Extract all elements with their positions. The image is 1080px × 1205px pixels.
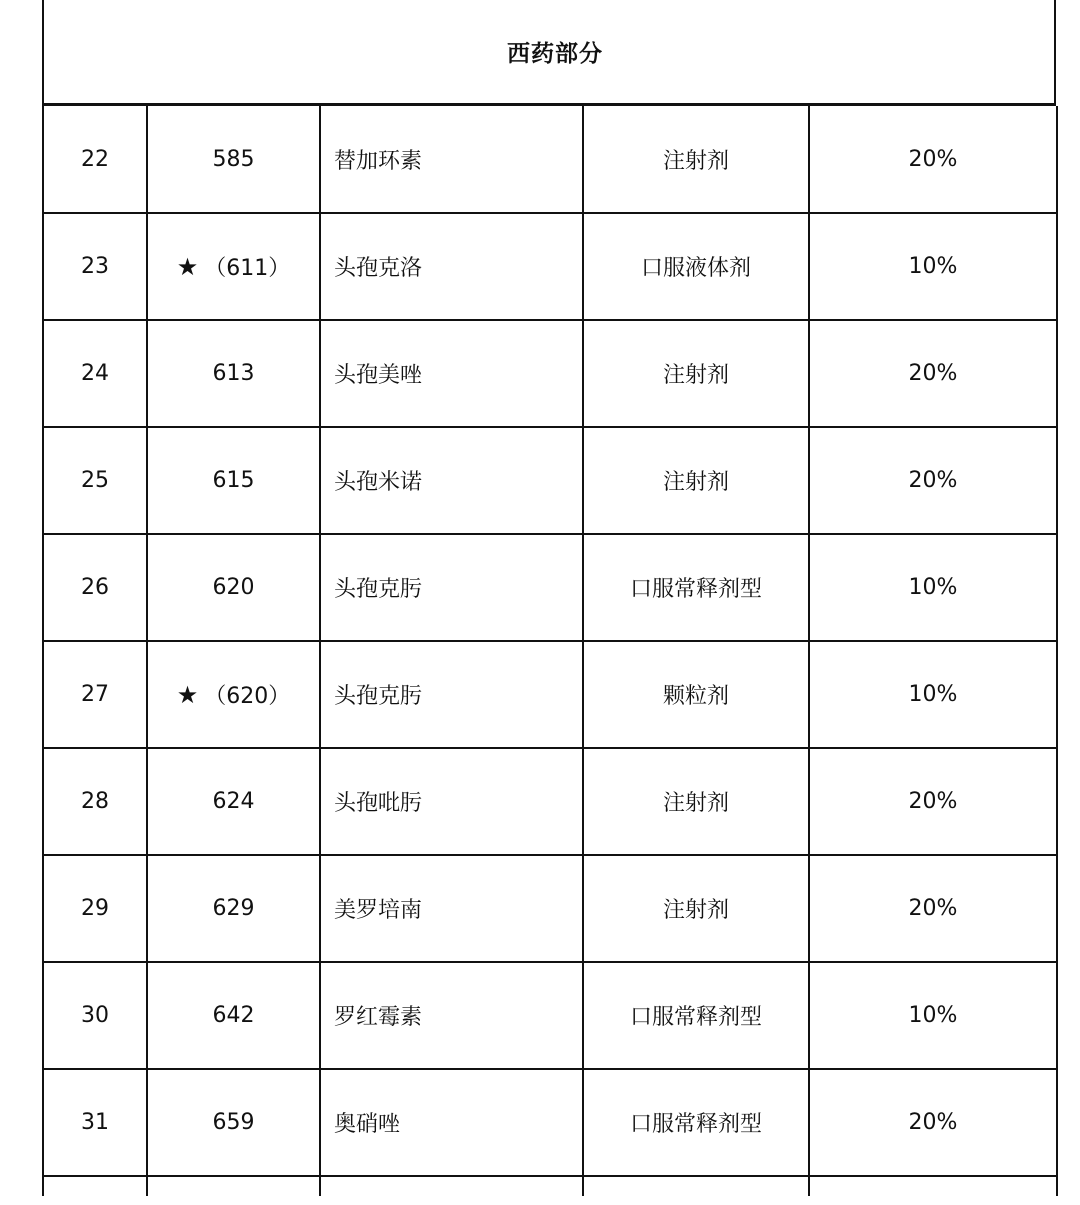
star-icon: ★ — [176, 681, 199, 709]
drug-name-cell — [320, 106, 583, 213]
catalog-code-cell — [147, 427, 320, 534]
catalog-code: 624 — [212, 789, 255, 814]
ratio-value: 20% — [908, 146, 958, 172]
dosage-form-cell — [583, 427, 809, 534]
sequence-number: 23 — [81, 254, 109, 279]
section-title: 西药部分 — [507, 41, 603, 67]
table-row — [43, 962, 1057, 1069]
sequence-cell — [43, 962, 147, 1069]
sequence-number: 24 — [81, 361, 109, 386]
dosage-form-cell — [583, 106, 809, 213]
ratio-value: 20% — [908, 468, 958, 493]
ratio-cell — [809, 748, 1057, 855]
empty-cell — [583, 1176, 809, 1196]
drug-name: 头孢克肟 — [334, 577, 423, 602]
drug-name-cell — [320, 962, 583, 1069]
star-icon: ★ — [176, 253, 199, 281]
catalog-code: （620） — [204, 684, 291, 709]
drug-name-cell — [320, 427, 583, 534]
table-row — [43, 427, 1057, 534]
dosage-form: 口服常释剂型 — [629, 1112, 762, 1137]
dosage-form: 注射剂 — [662, 470, 729, 495]
ratio-cell — [809, 106, 1057, 213]
catalog-code: 615 — [212, 468, 255, 493]
drug-name-cell — [320, 641, 583, 748]
empty-cell — [43, 1176, 147, 1196]
dosage-form: 颗粒剂 — [662, 684, 729, 709]
catalog-code: 659 — [212, 1110, 255, 1135]
sequence-cell — [43, 320, 147, 427]
dosage-form: 注射剂 — [662, 148, 729, 174]
ratio-cell — [809, 962, 1057, 1069]
ratio-cell — [809, 213, 1057, 320]
ratio-value: 20% — [908, 361, 958, 386]
drug-name-cell — [320, 213, 583, 320]
dosage-form: 注射剂 — [662, 898, 729, 923]
table-row-partial — [43, 1176, 1057, 1196]
drug-name-cell — [320, 748, 583, 855]
dosage-form-cell — [583, 855, 809, 962]
section-header — [42, 0, 1056, 106]
sequence-number: 27 — [81, 682, 109, 707]
dosage-form: 口服常释剂型 — [629, 577, 762, 602]
dosage-form: 注射剂 — [662, 363, 729, 388]
catalog-code: 613 — [212, 361, 255, 386]
sequence-number: 30 — [81, 1003, 109, 1028]
ratio-cell — [809, 427, 1057, 534]
ratio-cell — [809, 855, 1057, 962]
sequence-number: 28 — [81, 789, 109, 814]
sequence-cell — [43, 1069, 147, 1176]
dosage-form-cell — [583, 213, 809, 320]
catalog-code-cell — [147, 962, 320, 1069]
sequence-number: 26 — [81, 575, 109, 600]
drug-name: 头孢吡肟 — [334, 791, 423, 816]
table-row — [43, 106, 1057, 213]
sequence-number: 31 — [81, 1110, 109, 1135]
catalog-code-cell — [147, 534, 320, 641]
sequence-number: 29 — [81, 896, 109, 921]
ratio-cell — [809, 534, 1057, 641]
sequence-cell — [43, 748, 147, 855]
ratio-value: 20% — [908, 896, 958, 921]
dosage-form: 注射剂 — [662, 791, 729, 816]
sequence-cell — [43, 534, 147, 641]
drug-name: 头孢美唑 — [334, 363, 423, 388]
ratio-value: 20% — [908, 789, 958, 814]
empty-cell — [809, 1176, 1057, 1196]
drug-name: 美罗培南 — [334, 898, 423, 923]
ratio-value: 20% — [908, 1110, 958, 1135]
drug-name: 头孢克洛 — [334, 256, 423, 281]
table-row — [43, 534, 1057, 641]
catalog-code: 629 — [212, 896, 255, 921]
drug-name-cell — [320, 1069, 583, 1176]
catalog-code: 620 — [212, 575, 255, 600]
empty-cell — [147, 1176, 320, 1196]
sequence-number: 22 — [81, 146, 109, 172]
catalog-code: 642 — [212, 1003, 255, 1028]
ratio-value: 10% — [908, 682, 958, 707]
table-row — [43, 855, 1057, 962]
sequence-cell — [43, 855, 147, 962]
catalog-code-cell — [147, 213, 320, 320]
catalog-code-cell — [147, 320, 320, 427]
catalog-code-cell — [147, 1069, 320, 1176]
catalog-code: （611） — [204, 256, 291, 281]
catalog-code-cell — [147, 641, 320, 748]
drug-name-cell — [320, 855, 583, 962]
dosage-form-cell — [583, 641, 809, 748]
ratio-value: 10% — [908, 575, 958, 600]
dosage-form: 口服液体剂 — [640, 256, 751, 281]
empty-cell — [320, 1176, 583, 1196]
table-row — [43, 213, 1057, 320]
ratio-cell — [809, 320, 1057, 427]
sequence-cell — [43, 106, 147, 213]
drug-name: 头孢米诺 — [334, 470, 423, 495]
dosage-form: 口服常释剂型 — [629, 1005, 762, 1030]
drug-name: 头孢克肟 — [334, 684, 423, 709]
ratio-cell — [809, 641, 1057, 748]
ratio-cell — [809, 1069, 1057, 1176]
dosage-form-cell — [583, 534, 809, 641]
table-row — [43, 1069, 1057, 1176]
drug-table — [42, 106, 1058, 1196]
table-row — [43, 320, 1057, 427]
drug-name: 奥硝唑 — [334, 1112, 401, 1137]
drug-name: 罗红霉素 — [334, 1005, 423, 1030]
sequence-cell — [43, 427, 147, 534]
table-row — [43, 748, 1057, 855]
drug-name-cell — [320, 534, 583, 641]
catalog-code-cell — [147, 106, 320, 213]
drug-list-sheet — [42, 0, 1056, 1196]
ratio-value: 10% — [908, 1003, 958, 1028]
sequence-cell — [43, 213, 147, 320]
ratio-value: 10% — [908, 254, 958, 279]
sequence-cell — [43, 641, 147, 748]
dosage-form-cell — [583, 962, 809, 1069]
dosage-form-cell — [583, 320, 809, 427]
table-row — [43, 641, 1057, 748]
drug-name-cell — [320, 320, 583, 427]
dosage-form-cell — [583, 748, 809, 855]
drug-table-body — [43, 106, 1057, 1196]
sequence-number: 25 — [81, 468, 109, 493]
dosage-form-cell — [583, 1069, 809, 1176]
catalog-code-cell — [147, 855, 320, 962]
drug-name: 替加环素 — [334, 148, 423, 174]
catalog-code-cell — [147, 748, 320, 855]
catalog-code: 585 — [212, 146, 255, 172]
